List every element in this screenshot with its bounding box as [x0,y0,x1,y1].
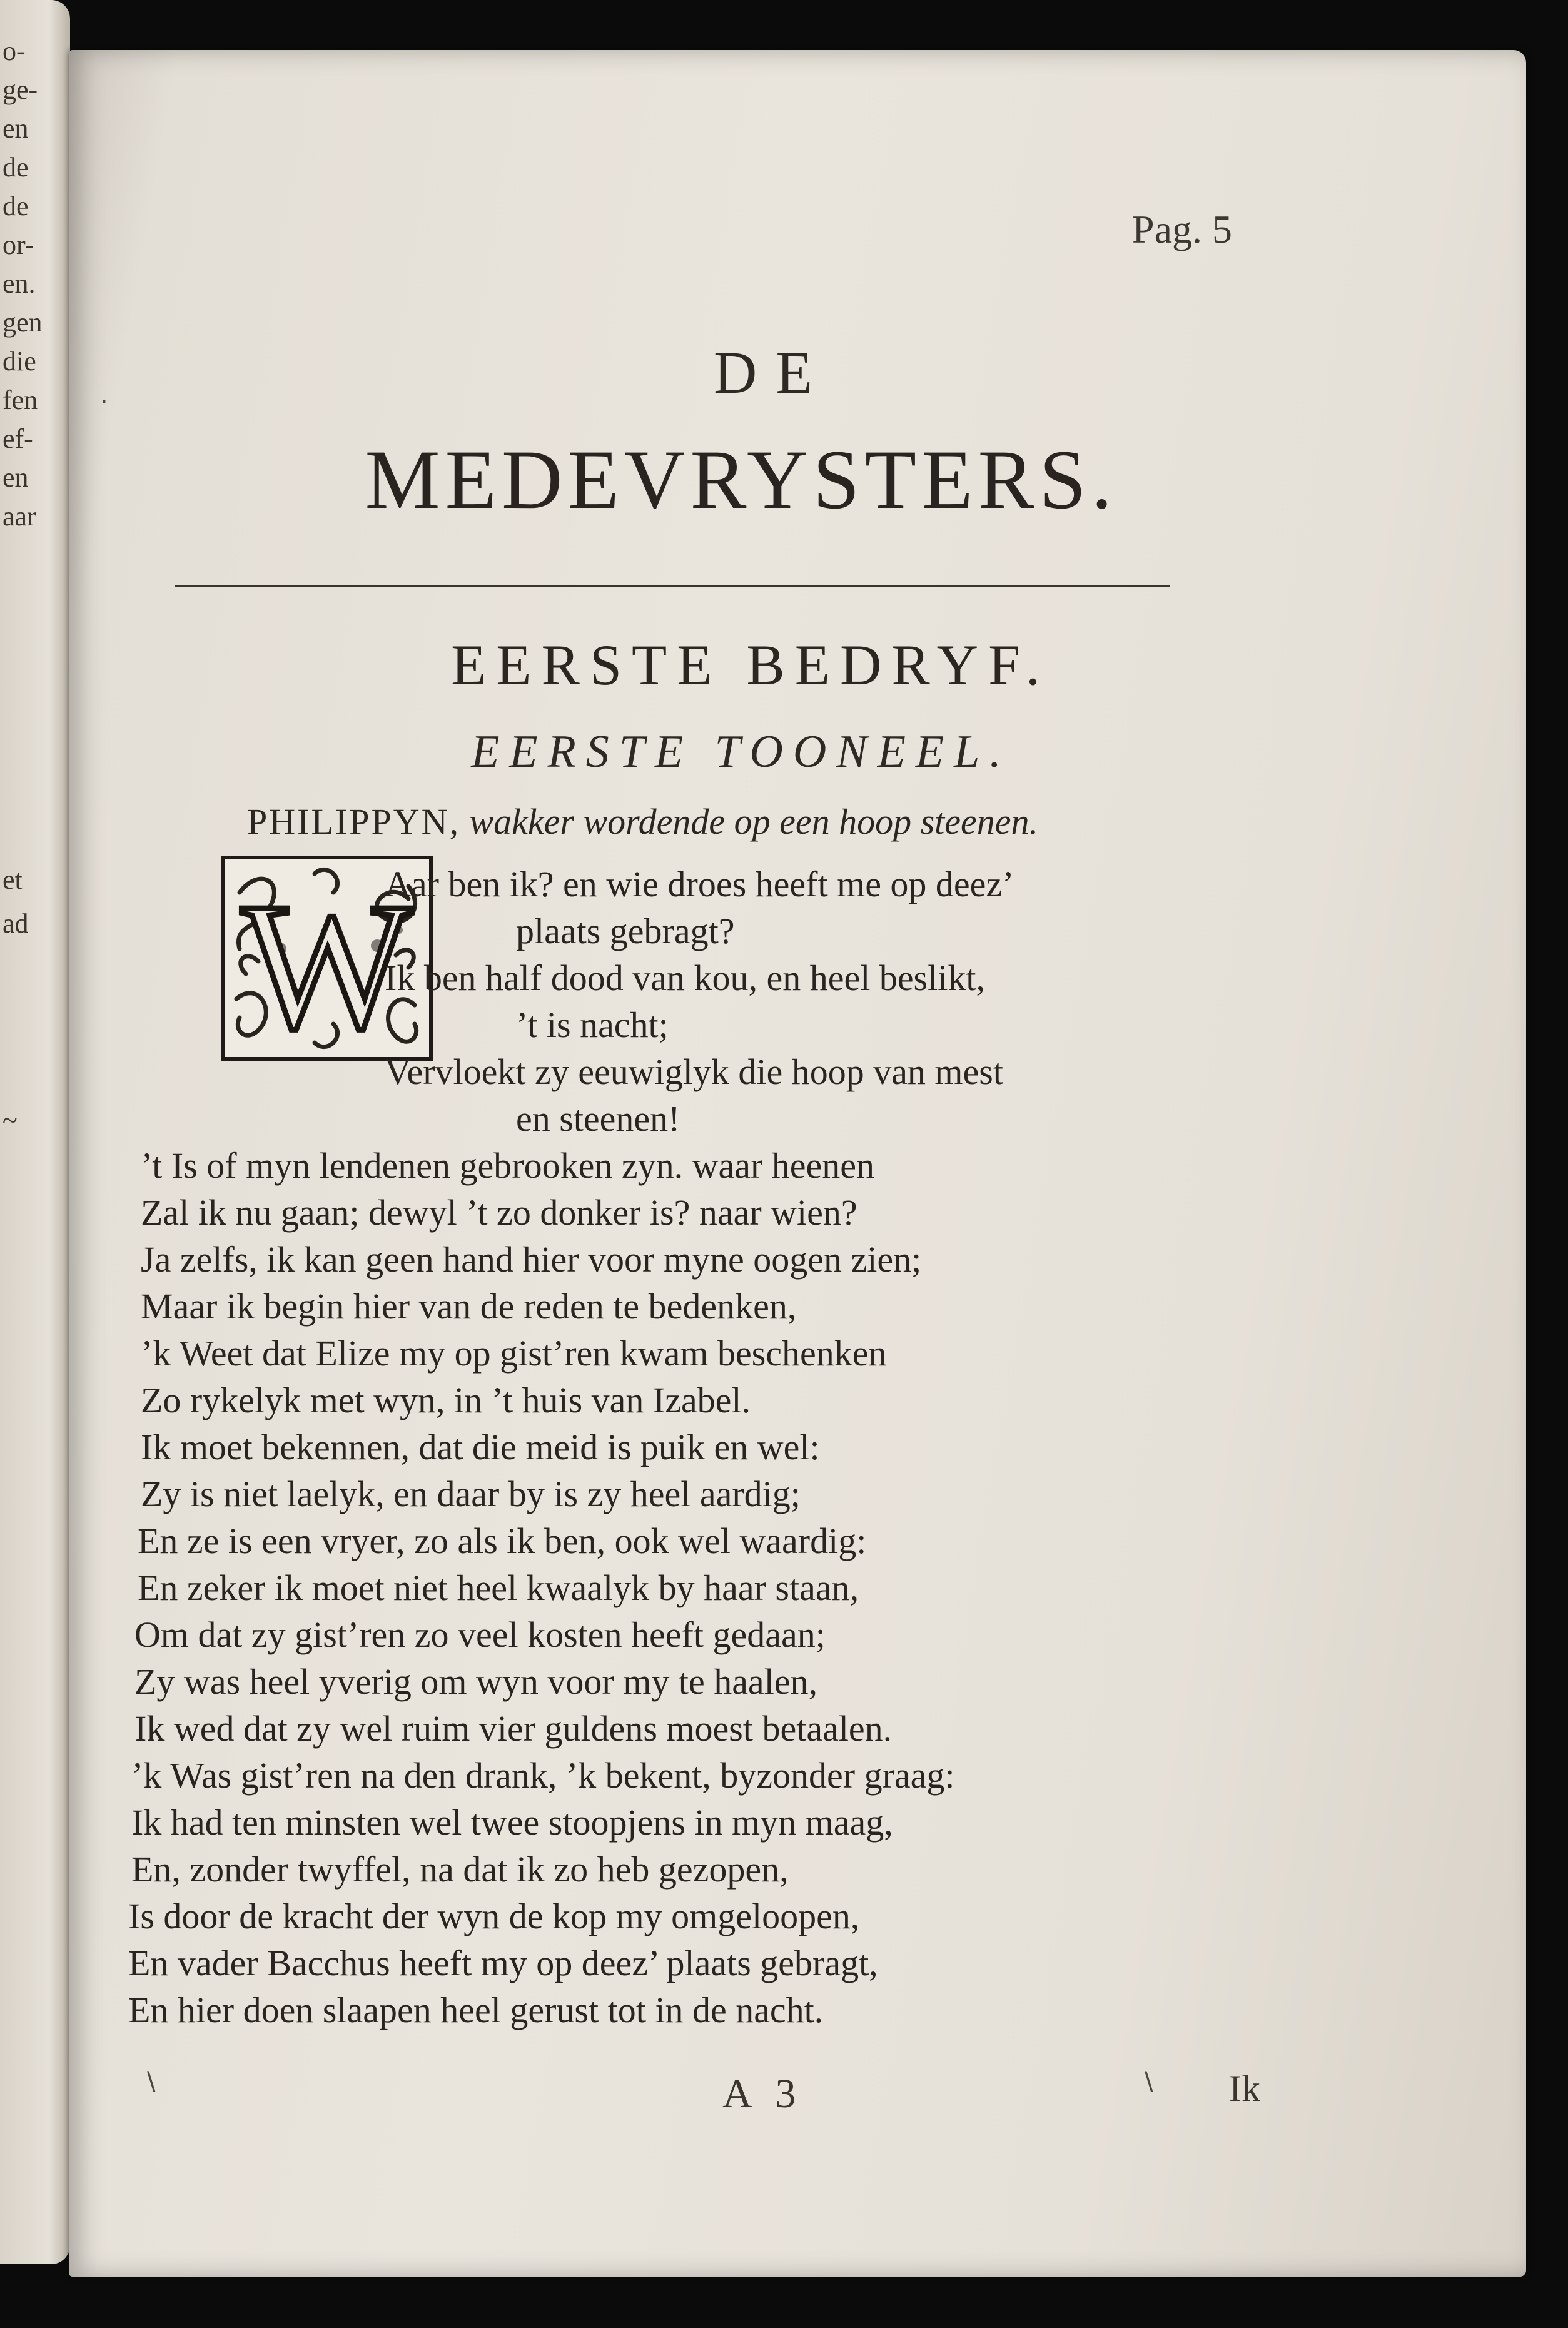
verse-line: En ze is een vryer, zo als ik ben, ook wel waardig: [138,1521,867,1561]
facing-page-fragment: en [3,462,29,493]
verse-line: Ik wed dat zy wel ruim vier guldens moest betaalen. [134,1708,893,1749]
verse-line: En, zonder twyffel, na dat ik zo heb gezopen, [131,1849,789,1890]
speaker-name: PHILIPPYN, [247,801,460,842]
facing-page-fragment: ef- [3,423,33,454]
stray-mark: \ [147,2067,156,2096]
title-line-2: MEDEVRYSTERS. [365,433,1118,527]
title-rule-left [175,585,726,587]
verse-line: Zy was heel yverig om wyn voor my te haalen, [134,1661,818,1702]
facing-page-fragment: de [3,191,29,221]
facing-page-fragment: ge- [3,74,38,105]
verse-line: Ik ben half dood van kou, en heel beslikt, [385,958,985,998]
verse-line: plaats gebragt? [516,911,735,951]
stray-mark: · [100,388,108,417]
speaker-line [247,801,1038,843]
title-rule-right [726,585,1170,587]
verse-line: Zy is niet laelyk, en daar by is zy heel aardig; [141,1474,801,1514]
verse-line: Maar ik begin hier van de reden te bedenken, [141,1286,797,1327]
stray-mark: \ [1145,2067,1153,2096]
facing-page-fragment: ad [3,908,29,939]
facing-page-fragment: en [3,113,29,144]
act-heading: EERSTE BEDRYF. [451,633,1050,697]
page-number: Pag. 5 [1132,207,1232,251]
verse-line: Aar ben ik? en wie droes heeft me op deez’ [385,864,1014,904]
verse-line: Zal ik nu gaan; dewyl ’t zo donker is? naar wien? [141,1192,857,1233]
verse-line: ’t is nacht; [516,1005,669,1045]
book-page [69,50,1526,2277]
verse-line: Ja zelfs, ik kan geen hand hier voor myne oogen zien; [141,1239,922,1280]
facing-page-fragment: die [3,346,36,377]
verse-line: En vader Bacchus heeft my op deez’ plaats gebragt, [128,1943,878,1983]
facing-page-fragment: aar [3,501,36,532]
facing-page-fragment: en. [3,268,36,299]
verse-line: En zeker ik moet niet heel kwaalyk by haar staan, [138,1567,859,1608]
verse-line: ’k Weet dat Elize my op gist’ren kwam beschenken [141,1333,887,1374]
verse-line: Zo rykelyk met wyn, in ’t huis van Izabel. [141,1380,751,1420]
facing-page-fragment: or- [3,230,34,260]
facing-page-dash: ~ [3,1105,18,1136]
facing-page-fragment: gen [3,307,43,338]
signature-mark: A 3 [722,2071,804,2117]
verse-line: Ik had ten minsten wel twee stoopjens in myn maag, [131,1802,893,1843]
catchword: Ik [1229,2068,1260,2109]
verse-line: ’k Was gist’ren na den drank, ’k bekent, byzonder graag: [131,1755,955,1796]
stage-direction: wakker wordende op een hoop steenen. [469,801,1038,842]
facing-page-edge [0,0,70,2264]
facing-page-fragment: et [3,864,23,895]
verse-line: Om dat zy gist’ren zo veel kosten heeft gedaan; [134,1614,826,1655]
title-line-1: DE [714,339,831,406]
verse-line: En hier doen slaapen heel gerust tot in de nacht. [128,1990,824,2030]
verse-line: Is door de kracht der wyn de kop my omgeloopen, [128,1896,860,1936]
drop-cap-letter: W [241,866,413,1061]
facing-page-fragment: fen [3,385,38,415]
verse-line: ’t Is of myn lendenen gebrooken zyn. waar heenen [141,1145,874,1186]
facing-page-fragment: de [3,152,29,183]
verse-line: Vervloekt zy eeuwiglyk die hoop van mest [385,1051,1003,1092]
scene-heading: EERSTE TOONEEL. [471,726,1011,777]
verse-line: en steenen! [516,1098,680,1139]
facing-page-fragment: o- [3,36,26,66]
verse-line: Ik moet bekennen, dat die meid is puik en wel: [141,1427,820,1467]
